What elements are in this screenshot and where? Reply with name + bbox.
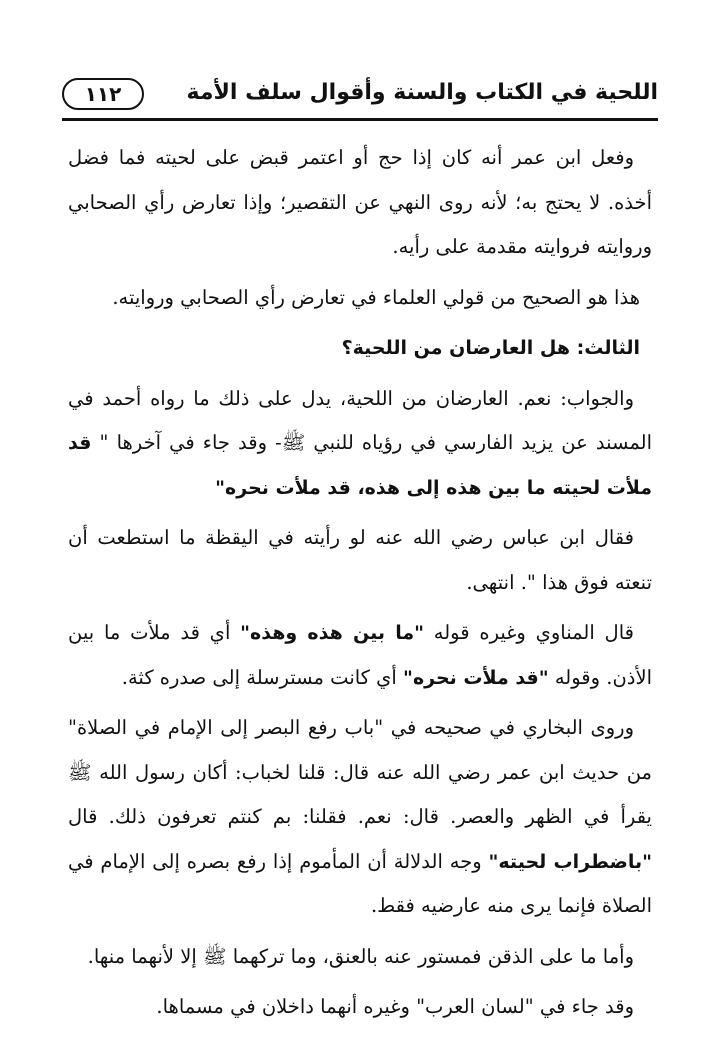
paragraph-4-quote: قد ملأت لحيته ما بين هذه إلى هذه، قد ملأت نحره" [68, 432, 652, 499]
paragraph-1: وفعل ابن عمر أنه كان إذا حج أو اعتمر قبض على لحيته فما فضل أخذه. لا يحتج به؛ لأنه روى النهي عن التقصير؛ وإذا تعارض رأي الصحابي وروايته فروايته مقدمة على رأيه. [68, 146, 652, 258]
paragraph-6 [68, 611, 652, 700]
paragraph-7-b: وجه الدلالة أن المأموم إذا رفع بصره إلى الإمام في الصلاة فإنما يرى منه عارضيه فقط. [68, 849, 652, 917]
paragraph-7-quote: "باضطراب لحيته" [488, 850, 652, 873]
page-body [68, 136, 652, 1036]
paragraph-6-a: قال المناوي وغيره قوله [424, 621, 634, 644]
paragraph-4-text: والجواب: نعم. العارضان من اللحية، يدل على ذلك ما رواه أحمد في المسند عن يزيد الفارسي في رؤياه للنبي ﷺ- وقد جاء في آخرها " [68, 386, 652, 454]
paragraph-6-quote-2: "قد ملأت نحره" [403, 666, 549, 689]
paragraph-4 [68, 377, 652, 511]
paragraph-7 [68, 706, 652, 929]
paragraph-6-quote-1: "ما بين هذه وهذه" [240, 622, 424, 644]
paragraph-9: وقد جاء في "لسان العرب" وغيره أنهما داخلان في مسماها. [156, 995, 634, 1018]
section-heading: الثالث: هل العارضان من اللحية؟ [341, 337, 640, 359]
paragraph-7-a: وروى البخاري في صحيحه في "باب رفع البصر إلى الإمام في الصلاة" من حديث ابن عمر رضي الله عنه قال: قلنا لخباب: أكان رسول الله ﷺ يقرأ في الظهر والعصر. قال: نعم. فقلنا: بم كنتم تعرفون ذلك. قال [68, 716, 652, 828]
header-rule [62, 118, 658, 121]
paragraph-8: وأما ما على الذقن فمستور عنه بالعنق، وما تركهما ﷺ إلا لأنهما منها. [87, 944, 634, 968]
paragraph-5: فقال ابن عباس رضي الله عنه لو رأيته في اليقظة ما استطعت أن تنعته فوق هذا ". انتهى. [68, 526, 652, 594]
paragraph-6-b: أي قد ملأت ما بين الأذن. وقوله [68, 621, 652, 689]
paragraph-6-c: أي كانت مسترسلة إلى صدره كثة. [121, 665, 404, 689]
page-number-badge: ١١٢ [62, 78, 144, 110]
paragraph-2: هذا هو الصحيح من قولي العلماء في تعارض رأي الصحابي وروايته. [112, 285, 640, 309]
running-title: اللحية في الكتاب والسنة وأقوال سلف الأمة [186, 80, 658, 105]
page-header [62, 74, 658, 118]
